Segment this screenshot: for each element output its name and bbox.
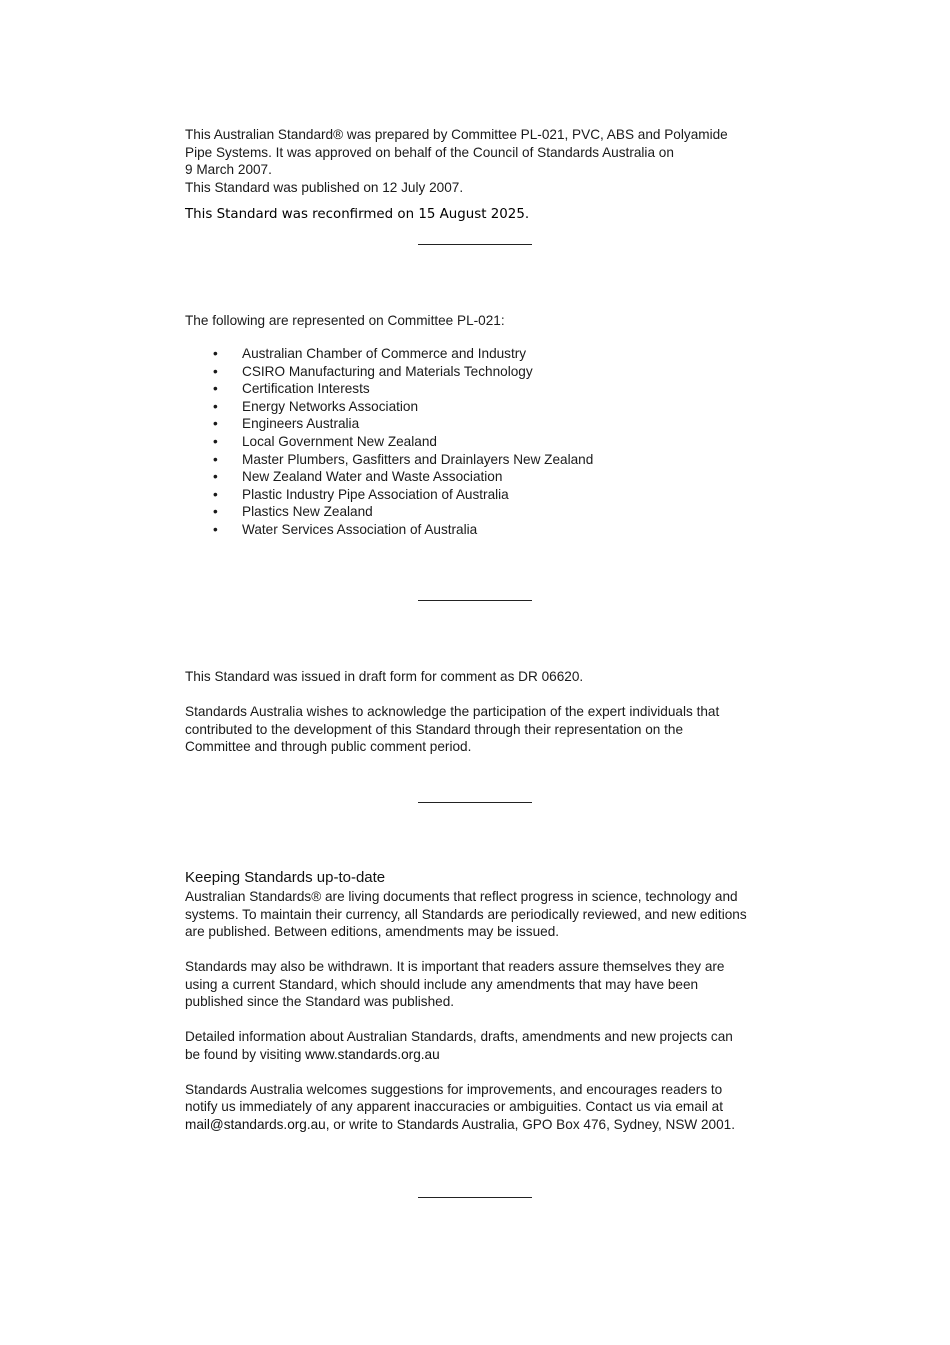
committee-intro bbox=[185, 312, 775, 330]
list-item: • Water Services Association of Australia bbox=[213, 521, 593, 539]
committee-members-list bbox=[213, 345, 593, 539]
reconfirmed-notice: This Standard was reconfirmed on 15 August 2025. bbox=[185, 207, 530, 222]
paragraph-line bbox=[185, 1116, 775, 1134]
paragraph-line: are published. Between editions, amendments may be issued. bbox=[185, 924, 560, 939]
paragraph-line: Australian Standards® are living documents that reflect progress in science, technology and bbox=[185, 889, 738, 904]
list-item: • Energy Networks Association bbox=[213, 398, 593, 416]
approval-block bbox=[185, 126, 775, 196]
paragraph-line: published since the Standard was published. bbox=[185, 994, 455, 1009]
section-divider bbox=[418, 600, 532, 601]
acknowledgement-line: Committee and through public comment period. bbox=[185, 739, 472, 754]
uptodate-block bbox=[185, 888, 775, 1133]
list-item: • Plastic Industry Pipe Association of Australia bbox=[213, 486, 593, 504]
paragraph-text: be found by visiting bbox=[185, 1046, 302, 1062]
committee-intro-text: The following are represented on Committee PL-021: bbox=[185, 313, 505, 328]
section-divider bbox=[418, 1197, 532, 1198]
draft-issued: This Standard was issued in draft form for comment as DR 06620. bbox=[185, 669, 584, 684]
list-item: • Master Plumbers, Gasfitters and Drainlayers New Zealand bbox=[213, 451, 593, 469]
approval-line: 9 March 2007. bbox=[185, 162, 272, 177]
paragraph-text: , or write to Standards Australia, GPO Box 476, Sydney, NSW 2001. bbox=[325, 1116, 736, 1132]
list-item: • CSIRO Manufacturing and Materials Technology bbox=[213, 363, 593, 381]
list-item: • Engineers Australia bbox=[213, 415, 593, 433]
email-link[interactable]: mail@standards.org.au bbox=[185, 1116, 326, 1132]
section-heading: Keeping Standards up-to-date bbox=[185, 869, 386, 886]
paragraph-line: Standards may also be withdrawn. It is important that readers assure themselves they are bbox=[185, 959, 725, 974]
published-line: This Standard was published on 12 July 2007. bbox=[185, 179, 464, 195]
paragraph-line: systems. To maintain their currency, all Standards are periodically reviewed, and new editions bbox=[185, 906, 747, 922]
section-divider bbox=[418, 244, 532, 245]
draft-block bbox=[185, 668, 775, 756]
paragraph-line: using a current Standard, which should include any amendments that may have been bbox=[185, 976, 699, 992]
paragraph-line: Detailed information about Australian Standards, drafts, amendments and new projects can bbox=[185, 1029, 733, 1044]
list-item: • Local Government New Zealand bbox=[213, 433, 593, 451]
list-item: • Australian Chamber of Commerce and Industry bbox=[213, 345, 593, 363]
section-divider bbox=[418, 802, 532, 803]
list-item: • Plastics New Zealand bbox=[213, 503, 593, 521]
paragraph-line: Standards Australia welcomes suggestions for improvements, and encourages readers to bbox=[185, 1081, 723, 1097]
paragraph-line bbox=[185, 1046, 775, 1064]
paragraph-line: notify us immediately of any apparent inaccuracies or ambiguities. Contact us via email at bbox=[185, 1099, 723, 1114]
approval-line: Pipe Systems. It was approved on behalf of the Council of Standards Australia on bbox=[185, 144, 674, 160]
acknowledgement-line: contributed to the development of this Standard through their representation on the bbox=[185, 721, 684, 737]
website-link[interactable]: www.standards.org.au bbox=[305, 1046, 440, 1062]
approval-line: This Australian Standard® was prepared by Committee PL-021, PVC, ABS and Polyamide bbox=[185, 127, 728, 142]
list-item: • New Zealand Water and Waste Association bbox=[213, 468, 593, 486]
acknowledgement-line: Standards Australia wishes to acknowledge the participation of the expert individuals that bbox=[185, 704, 720, 719]
list-item: • Certification Interests bbox=[213, 380, 593, 398]
